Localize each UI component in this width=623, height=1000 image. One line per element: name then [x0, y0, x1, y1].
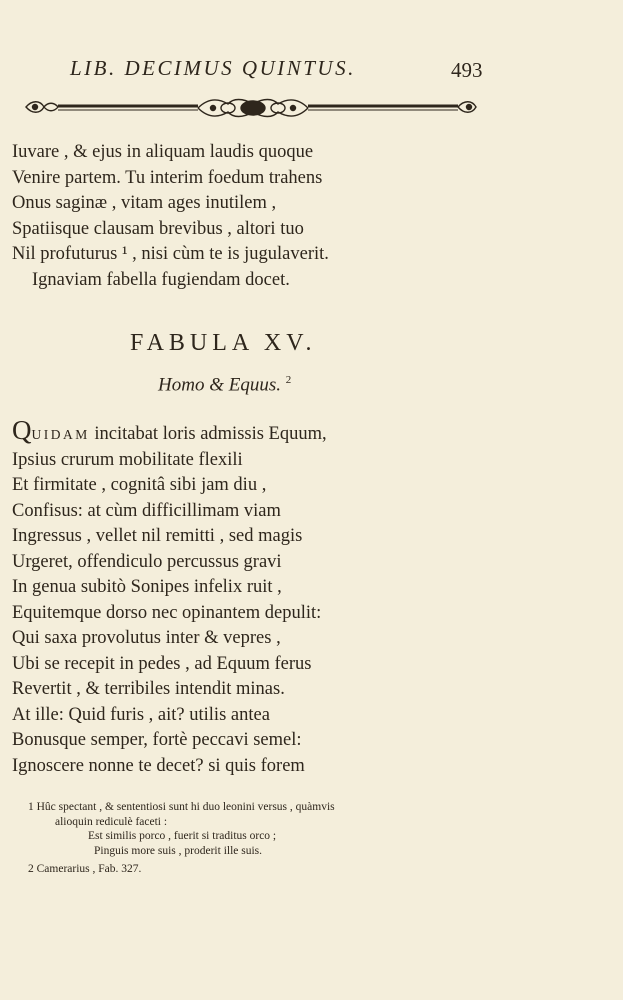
verse-block-bottom — [12, 415, 432, 779]
verse-line: Qui saxa provolutus inter & vepres , — [12, 628, 281, 648]
verse-line: Nil profuturus ¹ , nisi cùm te is jugulaverit. — [12, 244, 329, 264]
running-title: LIB. DECIMUS QUINTUS. — [70, 56, 356, 80]
verse-line: Bonusque semper, fortè peccavi semel: — [12, 730, 302, 750]
verse-moral-line: Ignaviam fabella fugiendam docet. — [32, 269, 290, 290]
footnote-1-cont: alioquin rediculè faceti : — [55, 815, 168, 828]
verse-first-line — [12, 415, 432, 448]
footnote-1: 1 Hûc spectant , & sententiosi sunt hi duo leonini versus , quàmvis — [28, 801, 335, 813]
verse-line: In genua subitò Sonipes infelix ruit , — [12, 577, 282, 597]
verse-line: Et firmitate , cognitâ sibi jam diu , — [12, 475, 267, 495]
small-caps-word: UIDAM — [31, 427, 90, 442]
verse-line: Urgeret, offendiculo percussus gravi — [12, 551, 282, 572]
fable-subtitle — [158, 374, 291, 396]
verse-line: Equitemque dorso nec opinantem depulit: — [12, 602, 322, 623]
verse-line: Venire partem. Tu interim foedum trahens — [12, 167, 323, 188]
footnote-1-verse: Est similis porco , fuerit si traditus orco ; — [88, 830, 277, 842]
verse-line: Revertit , & terribiles intendit minas. — [12, 679, 285, 699]
page-number: 493 — [451, 58, 483, 82]
verse-line: Iuvare , & ejus in aliquam laudis quoque — [12, 142, 314, 162]
decorative-rule-ornament-icon — [18, 92, 488, 122]
verse-line: Ingressus , vellet nil remitti , sed magis — [12, 526, 303, 546]
verse-line: Ubi se recepit in pedes , ad Equum ferus — [12, 653, 312, 674]
footnote-2: 2 Camerarius , Fab. 327. — [28, 863, 142, 875]
footnote-marker: 2 — [285, 374, 292, 386]
footnotes — [28, 800, 528, 877]
verse-line: At ille: Quid furis , ait? utilis antea — [12, 704, 270, 725]
verse-line: Ignoscere nonne te decet? si quis forem — [12, 755, 305, 776]
verse-line: Spatiisque clausam brevibus , altori tuo — [12, 218, 304, 239]
verse-line: Confisus: at cùm difficillimam viam — [12, 500, 281, 521]
fable-title: FABULA XV. — [130, 330, 317, 356]
verse-line: Ipsius crurum mobilitate flexili — [12, 449, 243, 470]
footnote-1-verse: Pinguis more suis , proderit ille suis. — [94, 844, 263, 857]
drop-capital: Q — [12, 415, 32, 445]
verse-block-top — [12, 140, 432, 293]
fable-subtitle-text: Homo & Equus. — [158, 374, 281, 396]
first-line-rest: incitabat loris admissis Equum, — [89, 424, 327, 444]
verse-line: Onus saginæ , vitam ages inutilem , — [12, 193, 277, 213]
